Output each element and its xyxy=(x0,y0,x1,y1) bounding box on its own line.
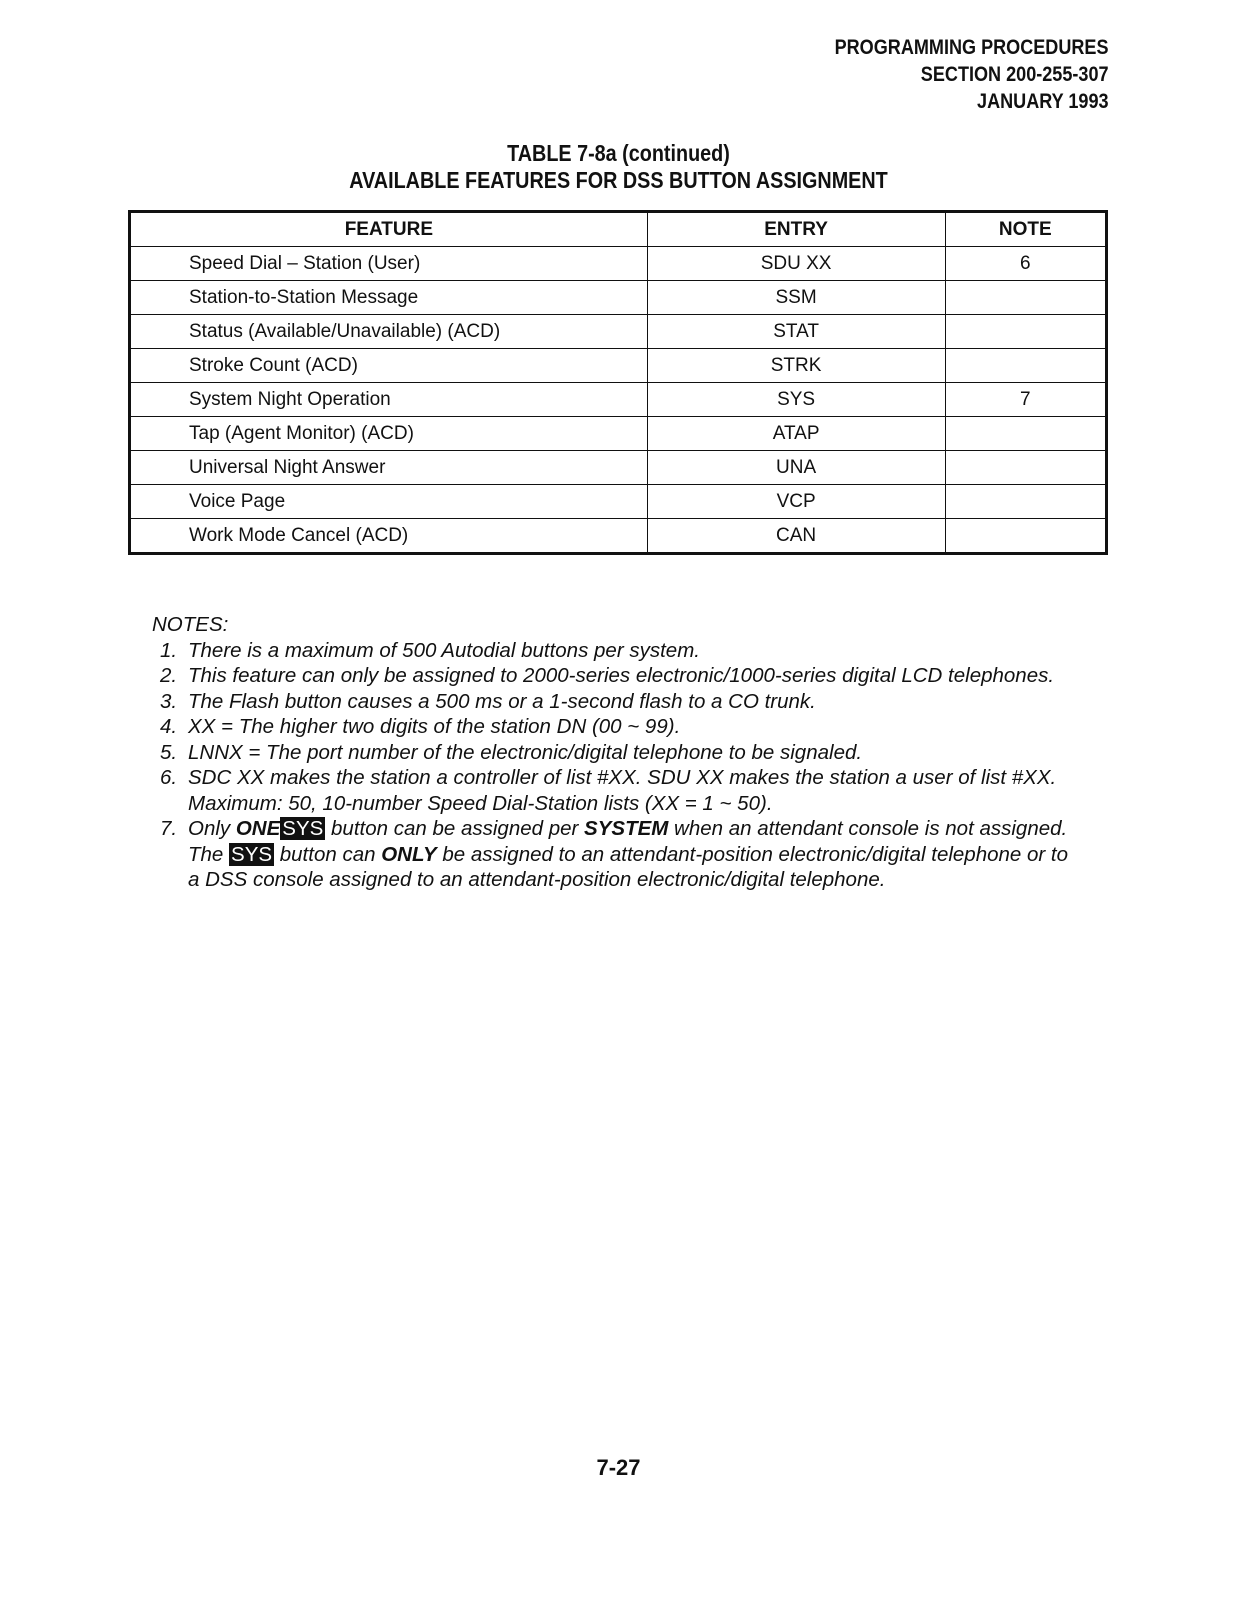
note-item xyxy=(152,816,1112,893)
feature-cell: Speed Dial – Station (User) xyxy=(130,247,648,281)
note-7-line-1 xyxy=(188,816,1112,842)
note-number: 2. xyxy=(160,664,178,687)
table-row xyxy=(130,247,1107,281)
note-item xyxy=(152,663,1112,689)
note-item xyxy=(152,638,1112,664)
feature-cell: Work Mode Cancel (ACD) xyxy=(130,519,648,554)
note-cell xyxy=(945,519,1106,554)
note-text: when an attendant console is not assigned. xyxy=(668,817,1068,840)
notes-section xyxy=(152,612,1112,893)
note-text: LNNX = The port number of the electronic/digital telephone to be signaled. xyxy=(188,740,863,764)
feature-cell: Station-to-Station Message xyxy=(130,281,648,315)
features-table xyxy=(128,210,1108,555)
feature-cell: Stroke Count (ACD) xyxy=(130,349,648,383)
note-item xyxy=(152,714,1112,740)
table-header-row xyxy=(130,212,1107,247)
note-text: be assigned to an attendant-position electronic/digital telephone or to xyxy=(436,842,1069,866)
header-section: SECTION 200-255-307 xyxy=(921,63,1109,86)
note-cell: 6 xyxy=(945,247,1106,281)
note-7-line-3: a DSS console assigned to an attendant-position electronic/digital telephone. xyxy=(188,868,886,891)
note-text: The xyxy=(188,842,230,866)
note-cell xyxy=(945,417,1106,451)
table-row xyxy=(130,519,1107,554)
column-header-entry: ENTRY xyxy=(647,212,945,247)
emphasis-one: ONE xyxy=(235,817,281,840)
table-row xyxy=(130,349,1107,383)
column-header-feature: FEATURE xyxy=(130,212,648,247)
table-row xyxy=(130,383,1107,417)
entry-cell: STAT xyxy=(647,315,945,349)
feature-cell: Status (Available/Unavailable) (ACD) xyxy=(130,315,648,349)
note-number: 1. xyxy=(160,638,178,662)
column-header-note: NOTE xyxy=(945,212,1106,247)
note-text: Only xyxy=(188,817,236,840)
table-row xyxy=(130,281,1107,315)
entry-cell: SDU XX xyxy=(647,247,945,281)
feature-cell: Tap (Agent Monitor) (ACD) xyxy=(130,417,648,451)
note-text: There is a maximum of 500 Autodial buttons per system. xyxy=(188,638,700,662)
note-cell xyxy=(945,315,1106,349)
entry-cell: CAN xyxy=(647,519,945,554)
table-title: TABLE 7-8a (continued) xyxy=(507,140,730,166)
page-header xyxy=(835,34,1109,115)
entry-cell: VCP xyxy=(647,485,945,519)
note-item xyxy=(152,689,1112,715)
note-cell xyxy=(945,451,1106,485)
note-text: The Flash button causes a 500 ms or a 1-second flash to a CO trunk. xyxy=(188,689,816,713)
note-number: 7. xyxy=(160,817,178,840)
emphasis-only: ONLY xyxy=(381,842,437,866)
note-number: 4. xyxy=(160,715,178,738)
table-subtitle: AVAILABLE FEATURES FOR DSS BUTTON ASSIGNMENT xyxy=(349,167,888,193)
note-text: XX = The higher two digits of the station DN (00 ~ 99). xyxy=(188,715,681,738)
note-cell xyxy=(945,349,1106,383)
note-text-continued: Maximum: 50, 10-number Speed Dial-Station lists (XX = 1 ~ 50). xyxy=(188,791,773,815)
feature-cell: System Night Operation xyxy=(130,383,648,417)
note-number: 6. xyxy=(160,766,178,789)
note-7-line-2 xyxy=(188,842,1112,868)
sys-key-label: SYS xyxy=(231,842,273,866)
note-number: 5. xyxy=(160,740,178,764)
notes-heading: NOTES: xyxy=(152,613,229,636)
note-item xyxy=(152,765,1112,816)
feature-cell: Universal Night Answer xyxy=(130,451,648,485)
table-caption xyxy=(0,140,1237,194)
note-cell: 7 xyxy=(945,383,1106,417)
entry-cell: UNA xyxy=(647,451,945,485)
table-row xyxy=(130,485,1107,519)
emphasis-system: SYSTEM xyxy=(584,817,669,840)
note-cell xyxy=(945,485,1106,519)
entry-cell: SYS xyxy=(647,383,945,417)
note-text: This feature can only be assigned to 2000-series electronic/1000-series digital LCD telephones. xyxy=(188,664,1055,687)
note-text: button can xyxy=(274,842,382,866)
table-row xyxy=(130,417,1107,451)
note-number: 3. xyxy=(160,689,178,713)
header-title: PROGRAMMING PROCEDURES xyxy=(835,36,1109,59)
header-date: JANUARY 1993 xyxy=(977,90,1109,113)
note-text: SDC XX makes the station a controller of list #XX. SDU XX makes the station a user of list #XX. xyxy=(188,766,1057,789)
entry-cell: STRK xyxy=(647,349,945,383)
note-text: button can be assigned per xyxy=(325,817,585,840)
note-item xyxy=(152,740,1112,766)
entry-cell: SSM xyxy=(647,281,945,315)
feature-cell: Voice Page xyxy=(130,485,648,519)
table-row xyxy=(130,451,1107,485)
sys-key-label: SYS xyxy=(282,817,324,840)
table-row xyxy=(130,315,1107,349)
entry-cell: ATAP xyxy=(647,417,945,451)
note-cell xyxy=(945,281,1106,315)
page-number: 7-27 xyxy=(596,1455,641,1480)
